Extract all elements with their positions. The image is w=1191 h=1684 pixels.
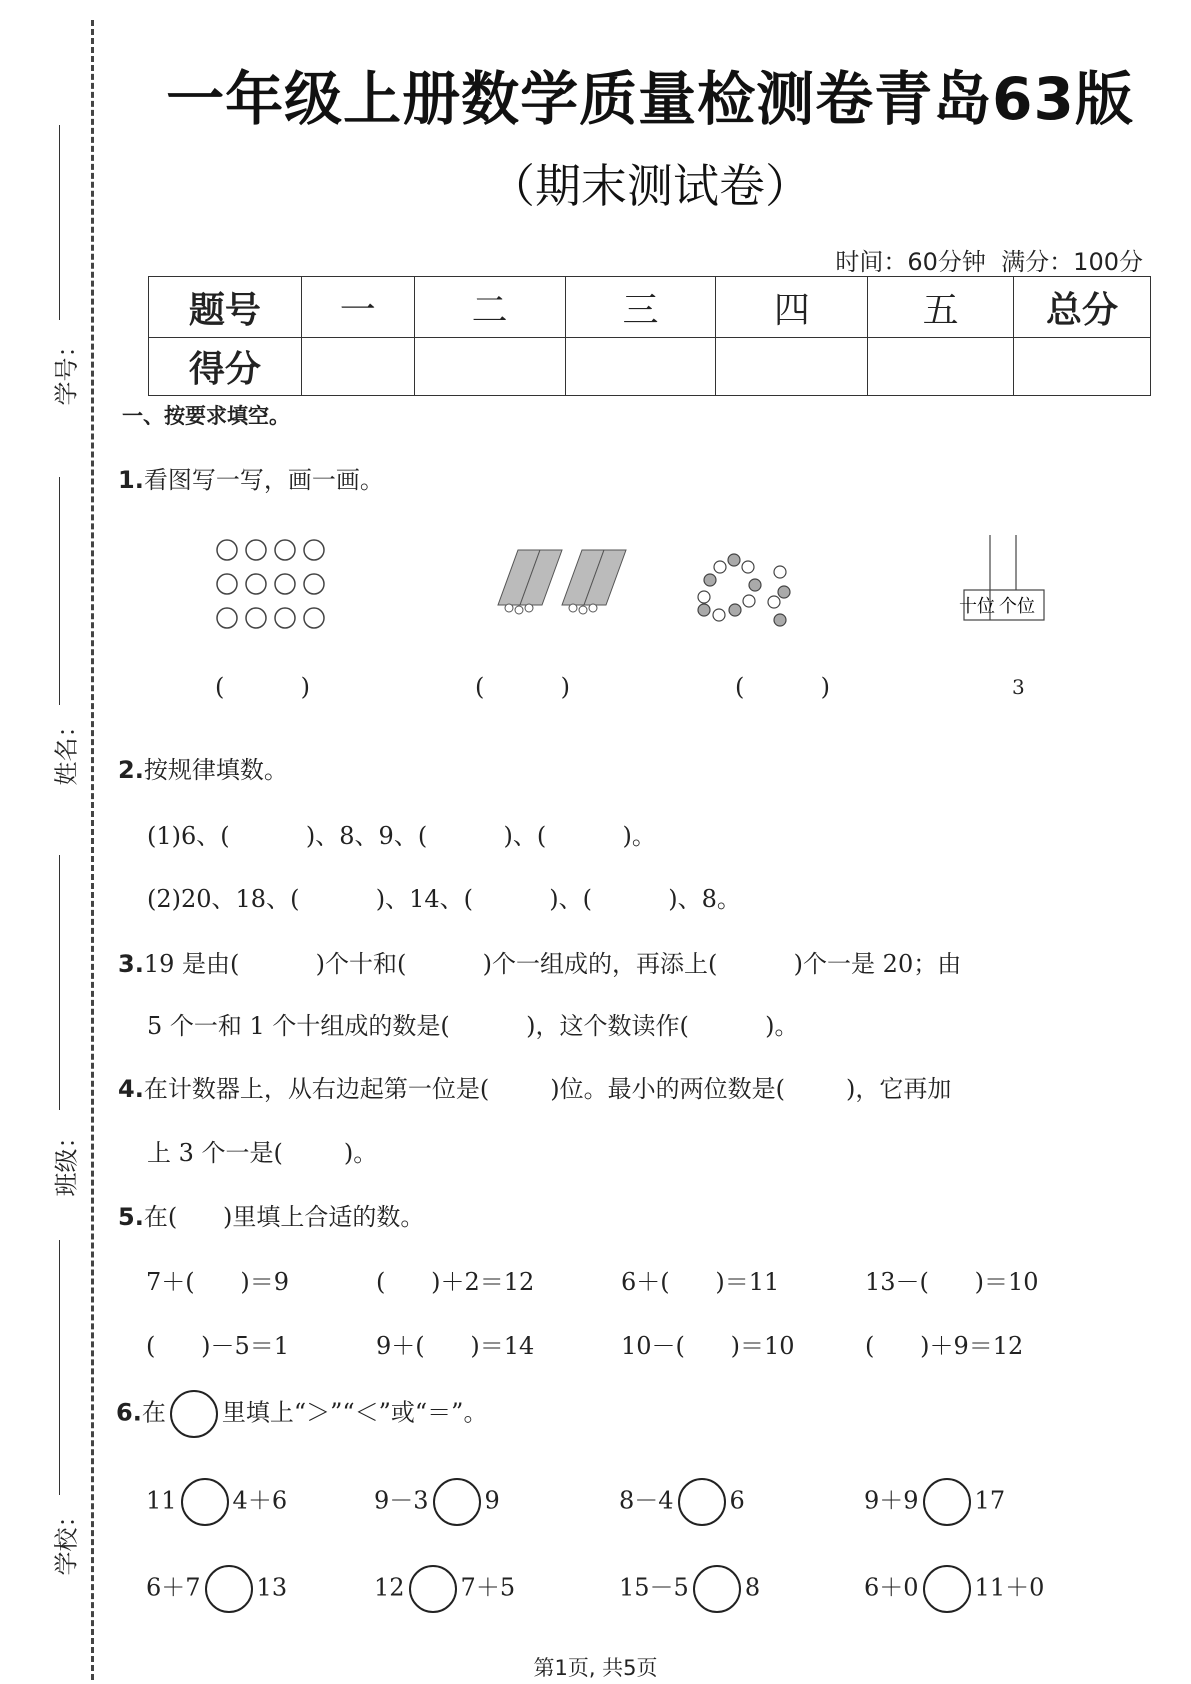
cell-score-label: 得分 <box>149 338 302 396</box>
page-title: 一年级上册数学质量检测卷青岛63版 <box>166 65 1134 133</box>
score-table <box>148 276 1151 396</box>
name-line <box>59 477 60 705</box>
q2-line1[interactable]: (1)6、( )、8、9、( )、( )。 <box>147 822 656 850</box>
compare-circle[interactable] <box>923 1565 971 1613</box>
score-input[interactable] <box>565 338 716 396</box>
compare-circle[interactable] <box>409 1565 457 1613</box>
compare-circle[interactable] <box>205 1565 253 1613</box>
q3-line2[interactable]: 5 个一和 1 个十组成的数是( )，这个数读作( )。 <box>147 1012 799 1040</box>
compare-circle[interactable] <box>693 1565 741 1613</box>
compare-circle[interactable] <box>433 1478 481 1526</box>
right-expr: 4＋6 <box>232 1486 288 1515</box>
circle-icon <box>170 1390 218 1438</box>
q5-title <box>118 1197 424 1232</box>
q6-item <box>864 1565 1044 1613</box>
q5-item[interactable]: 10－( )＝10 <box>621 1332 795 1360</box>
compare-circle[interactable] <box>181 1478 229 1526</box>
cell-1: 一 <box>301 277 414 338</box>
score-row <box>149 338 1151 396</box>
q5-item[interactable]: 13－( )＝10 <box>865 1268 1039 1296</box>
q1-figures <box>200 530 1160 635</box>
q6-item <box>146 1565 287 1613</box>
compare-circle[interactable] <box>923 1478 971 1526</box>
q-text: 看图写一写，画一画。 <box>143 466 384 494</box>
student-id-label: 学号： <box>52 333 81 406</box>
q5-item[interactable]: 6＋( )＝11 <box>621 1268 780 1296</box>
page-subtitle: （期末测试卷） <box>489 159 811 213</box>
compare-circle[interactable] <box>678 1478 726 1526</box>
cell-3: 三 <box>565 277 716 338</box>
cell-2: 二 <box>414 277 565 338</box>
abacus-tens-label: 十位 <box>959 596 995 617</box>
cell-total: 总分 <box>1014 277 1151 338</box>
q-number: 4. <box>118 1075 144 1103</box>
q1-blank-3[interactable]: ( ) <box>735 673 831 701</box>
left-expr: 12 <box>374 1573 405 1602</box>
q2-line2[interactable]: (2)20、18、( )、14、( )、( )、8。 <box>147 885 741 913</box>
time-info: 时间：60分钟 满分：100分 <box>835 248 1143 276</box>
score-input[interactable] <box>301 338 414 396</box>
class-line <box>59 855 60 1110</box>
q5-item[interactable]: 7＋( )＝9 <box>146 1268 290 1296</box>
q5-item[interactable]: 9＋( )＝14 <box>376 1332 535 1360</box>
cell-title: 题号 <box>149 277 302 338</box>
cell-5: 五 <box>868 277 1014 338</box>
q6-item <box>864 1478 1005 1526</box>
left-expr: 8－4 <box>619 1486 674 1515</box>
q5-item[interactable]: ( )－5＝1 <box>146 1332 290 1360</box>
beads-figure-icon <box>698 554 790 626</box>
q4-line1[interactable] <box>118 1069 951 1104</box>
q-number: 6. <box>116 1398 142 1427</box>
q6-title <box>116 1390 487 1438</box>
score-input[interactable] <box>716 338 868 396</box>
q-text: 按规律填数。 <box>143 756 288 784</box>
left-expr: 9－3 <box>374 1486 429 1515</box>
q-number: 1. <box>118 466 144 494</box>
stick-bundles-icon <box>498 550 626 614</box>
school-line <box>59 1240 60 1495</box>
q-number: 3. <box>118 950 144 978</box>
q-text: 19 是由( )个十和( )个一组成的，再添上( )个一是 20；由 <box>143 950 962 978</box>
right-expr: 17 <box>974 1486 1006 1515</box>
right-expr: 7＋5 <box>460 1573 516 1602</box>
q6-item <box>374 1565 515 1613</box>
q4-line2[interactable]: 上 3 个一是( )。 <box>147 1139 378 1167</box>
class-label: 班级： <box>52 1124 81 1197</box>
binding-dashed-line <box>91 20 94 1680</box>
q1-title <box>118 460 384 495</box>
q5-item[interactable]: ( )＋9＝12 <box>865 1332 1024 1360</box>
q1-blank-2[interactable]: ( ) <box>475 673 571 701</box>
page-footer: 第1页, 共5页 <box>533 1656 658 1680</box>
score-header-row <box>149 277 1151 338</box>
right-expr: 6 <box>729 1486 745 1515</box>
name-label: 姓名： <box>52 713 81 786</box>
right-expr: 8 <box>744 1573 761 1602</box>
abacus-value: 3 <box>1012 675 1025 699</box>
left-expr: 11 <box>146 1486 177 1515</box>
score-input[interactable] <box>414 338 565 396</box>
left-expr: 6＋7 <box>146 1573 201 1602</box>
left-expr: 6＋0 <box>864 1573 919 1602</box>
q2-title <box>118 750 288 785</box>
q6-item <box>374 1478 500 1526</box>
right-expr: 9 <box>484 1486 500 1515</box>
q-number: 2. <box>118 756 144 784</box>
q-text: 在计数器上，从右边起第一位是( )位。最小的两位数是( )，它再加 <box>143 1075 952 1103</box>
school-label: 学校： <box>52 1503 81 1576</box>
q5-item[interactable]: ( )＋2＝12 <box>376 1268 535 1296</box>
q6-item <box>619 1478 745 1526</box>
q3-line1[interactable] <box>118 944 961 979</box>
student-id-line <box>59 125 60 320</box>
cell-4: 四 <box>716 277 868 338</box>
q-text: 里填上“＞”“＜”或“＝”。 <box>221 1398 488 1427</box>
q-text: 在 <box>141 1398 166 1427</box>
right-expr: 13 <box>256 1573 288 1602</box>
right-expr: 11＋0 <box>974 1573 1045 1602</box>
left-expr: 15－5 <box>619 1573 689 1602</box>
score-input[interactable] <box>868 338 1014 396</box>
abacus-ones-label: 个位 <box>999 596 1035 617</box>
q-text: 在( )里填上合适的数。 <box>143 1203 425 1231</box>
q6-item <box>619 1565 760 1613</box>
circles-figure-icon <box>217 540 324 628</box>
section-heading: 一、按要求填空。 <box>122 404 290 428</box>
q6-item <box>146 1478 287 1526</box>
q-number: 5. <box>118 1203 144 1231</box>
left-expr: 9＋9 <box>864 1486 919 1515</box>
q1-blank-1[interactable]: ( ) <box>215 673 311 701</box>
score-input[interactable] <box>1014 338 1151 396</box>
